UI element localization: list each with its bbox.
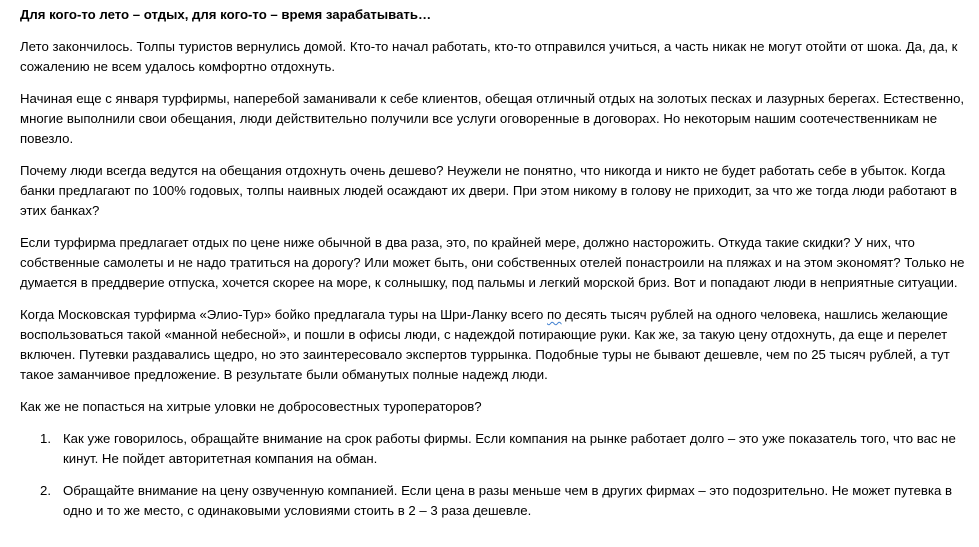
list-item — [20, 429, 965, 469]
paragraph-5-before: Когда Московская турфирма «Элио-Тур» бойко предлагала туры на Шри-Ланку всего — [20, 307, 548, 322]
paragraph-1: Лето закончилось. Толпы туристов вернулись домой. Кто-то начал работать, кто-то отправился учиться, а часть никак не могут отойти от шока. Да, да, к сожалению не всем удалось комфортно отдохнуть. — [20, 39, 958, 74]
list-item — [20, 481, 965, 521]
paragraph-5-after: десять тысяч рублей на одного человека, нашлись желающие воспользоваться такой «манной небесной», и пошли в офисы люди, с надеждой потирающие руки. Как же, за такую цену отдохнуть, да еще и перелет включен. Путевки раздавались щедро, но это заинтересовало экспертов туррынка. Подобные туры не бывают дешевле, чем по 25 тысяч рублей, а тут такое заманчивое предложение. В результате были обманутых полные надежд люди. — [20, 307, 950, 382]
question-line: Как же не попасться на хитрые уловки не добросовестных туроператоров? — [20, 399, 482, 414]
document-title: Для кого-то лето – отдых, для кого-то – время зарабатывать… — [20, 7, 432, 22]
list-item-number: 2. — [40, 483, 51, 498]
paragraph-2: Начиная еще с января турфирмы, наперебой заманивали к себе клиентов, обещая отличный отдых на золотых песках и лазурных берегах. Естественно, многие выполнили свои обещания, люди действительно получили все услуги оговоренные в договорах. Но некоторым нашим соотечественникам не повезло. — [20, 91, 965, 146]
list-item-text: Как уже говорилось, обращайте внимание на срок работы фирмы. Если компания на рынке работает долго – это уже показатель того, что вас не кинут. Не пойдет авторитетная компания на обман. — [63, 431, 956, 466]
paragraph-3: Почему люди всегда ведутся на обещания отдохнуть очень дешево? Неужели не понятно, что никогда и никто не будет работать себе в убыток. Когда банки предлагают по 100% годовых, толпы наивных людей осаждают их двери. При этом никому в голову не приходит, за что же тогда люди работают в этих банках? — [20, 163, 957, 218]
spellcheck-marked-word[interactable]: по — [547, 307, 562, 322]
paragraph-4: Если турфирма предлагает отдых по цене ниже обычной в два раза, это, по крайней мере, должно насторожить. Откуда такие скидки? У них, что собственные самолеты и не надо тратиться на дорогу? Или может быть, они собственных отелей понастроили на пляжах и на этом экономят? Только не думается в преддверие отпуска, хочется скорее на море, к солнышку, под пальмы и легкий морской бриз. Вот и попадают люди в неприятные ситуации. — [20, 235, 965, 290]
paragraph-5 — [20, 305, 965, 385]
document-page — [20, 5, 965, 533]
list-item-text: Обращайте внимание на цену озвученную компанией. Если цена в разы меньше чем в других фирмах – это подозрительно. Не может путевка в одно и то же место, с одинаковыми условиями стоить в 2 – 3 раза дешевле. — [63, 483, 953, 518]
tips-list — [20, 429, 965, 521]
list-item-number: 1. — [40, 431, 51, 446]
